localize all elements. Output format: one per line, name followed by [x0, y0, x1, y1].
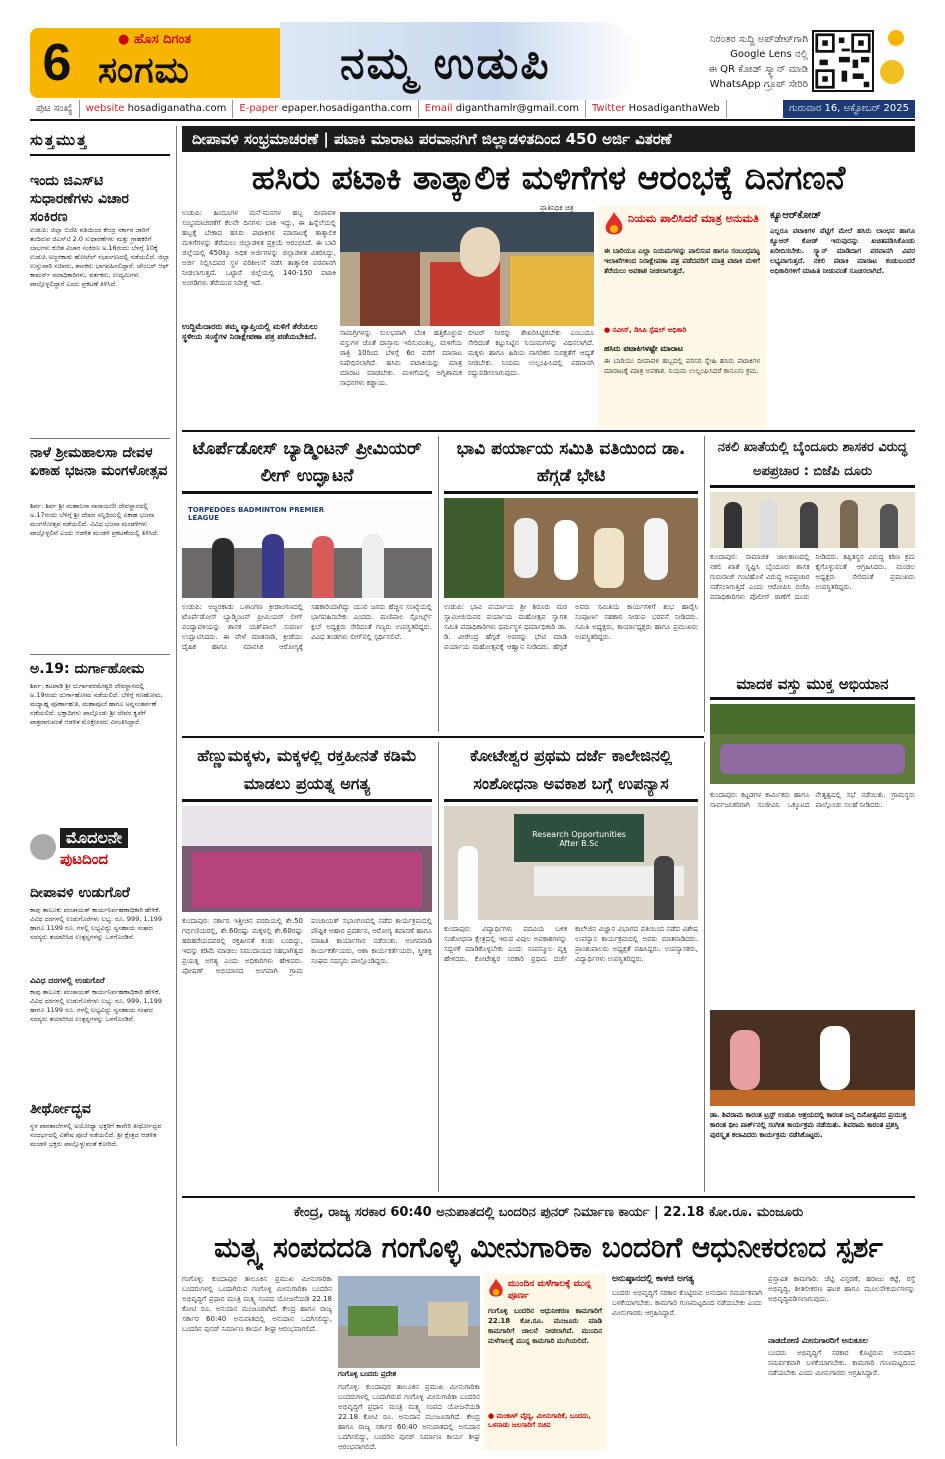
- column-divider: [176, 126, 177, 1446]
- karanth-caption: ಡಾ. ಶಿವರಾಮ ಕಾರಂತ ಟ್ರಸ್ಟ್ ಉಡುಪಿ ಆಶ್ರಯದಲ್ಲಿ ಕಾರಂತ ಜನ್ಮ ದಿನೋತ್ಸವದ ಪ್ರಯುಕ್ತ ಕಾರಂತ ಥೀಂ ಪಾರ್ಕ್‌ನಲ್ಲಿ ಸಂಗೀತ ಕಾರ್ಯಕ್ರಮ ನಡೆಯಿತು. ಶಿವರಾಮ ಕಾರಂತ ಪ್ರಶಸ್ತಿ ಪುರಸ್ಕೃತ ಕಲಾವಿದರು ಕಾರ್ಯಕ್ರಮ ನಡೆಸಿಕೊಟ್ಟರು.: [710, 1111, 907, 1139]
- twitter[interactable]: [586, 100, 727, 118]
- badminton-body: ಉಡುಪಿ: ಅಜ್ಜರಕಾಡು ಒಳಾಂಗಣ ಕ್ರೀಡಾಂಗಣದಲ್ಲಿ ಟೊರ್ಪೆಡೋಸ್ ಬ್ಯಾಡ್ಮಿಂಟನ್ ಪ್ರೀಮಿಯರ್ ಲೀಗ್ ಪಂದ್ಯಾವಳಿಯನ್ನು ಶಾಸಕ ಯಶ್‌ಪಾಲ್ ಸುವರ್ಣ ಉದ್ಘಾಟಿಸಿದರು. ಈ ವೇಳೆ ಮಾತನಾಡಿ, ಕ್ರೀಡೆಯು ದೈಹಿಕ ಹಾಗೂ ಮಾನಸಿಕ ಆರೋಗ್ಯಕ್ಕೆ ಸಹಕಾರಿಯಾಗಿದ್ದು ಯುವ ಜನರು ಹೆಚ್ಚಿನ ಸಂಖ್ಯೆಯಲ್ಲಿ ಭಾಗವಹಿಸಬೇಕು ಎಂದರು. ಮಣಿಪಾಲ ಸ್ಪೋರ್ಟ್ಸ್ ಕ್ಲಬ್ ಅಧ್ಯಕ್ಷರು ಸೇರಿದಂತೆ ಗಣ್ಯರು ಉಪಸ್ಥಿತರಿದ್ದರು. ವಿವಿಧ ತಂಡಗಳು ಲೀಗ್‌ನಲ್ಲಿ ಸ್ಪರ್ಧಿಸಲಿವೆ.: [182, 603, 432, 651]
- brief-5-body: ಸ್ಥಳ ಪಾಠಶಾಲೆಗಳಲ್ಲಿ ಅಯೋಧ್ಯಾ ಭಕ್ತರಿಗೆ ಕಾವೇರಿ ತೀರ್ಥೋದ್ಭವ ಸಂದರ್ಭದಲ್ಲಿ ವಿಶೇಷ ಪೂಜೆ ನಡೆಯಲಿದೆ. ಶ್ರೀ ಕ್ಷೇತ್ರದ ಆಡಳಿತ ಮಂಡಳಿ ಭಕ್ತರು ಪಾಲ್ಗೊಳ್ಳುವಂತೆ ಕೋರಿದೆ.: [30, 1122, 162, 1148]
- anemia-headline: ಹೆಣ್ಣುಮಕ್ಕಳು, ಮಕ್ಕಳಲ್ಲಿ ರಕ್ತಹೀನತೆ ಕಡಿಮೆ ಮಾಡಲು ಪ್ರಯತ್ನ ಅಗತ್ಯ: [182, 742, 432, 802]
- drug-campaign-photo: [710, 704, 915, 784]
- minister-box-title: ಮುಂದಿನ ಮಳೆಗಾಲಕ್ಕೆ ಮುನ್ನ ಪೂರ್ಣ: [508, 1279, 592, 1301]
- lead-col3: ಲೀಟರ್ ನೀರನ್ನು ಶೇಖರಿಸಿಟ್ಟಿರಬೇಕು ಎಂಬುದೂ ಸೇರಿದಂತೆ ಕಟ್ಟುನಿಟ್ಟಿನ ನಿಯಮಗಳನ್ನು ವಿಧಿಸಲಾಗಿದೆ. ಮಕ್ಕಳು ಹಾಗೂ ಹಿರಿಯ ನಾಗರಿಕರ ಸುರಕ್ಷತೆಗೆ ಆದ್ಯತೆ ನೀಡಬೇಕು. ನಿಯಮ ಉಲ್ಲಂಘಿಸಿದಲ್ಲಿ ಪರವಾನಗಿ ರದ್ದುಪಡಿಸಲಾಗುವುದು.: [468, 329, 594, 377]
- rule-sub-body: ಈ ಬಾರಿಯು ದೀಪಾವಳಿ ಹಬ್ಬದಲ್ಲಿ ಪರಿಸರ ಸ್ನೇಹಿ ಹಸಿರು ಪಟಾಕಿಗಳ ಮಾರಾಟಕ್ಕೆ ಮಾತ್ರ ಅವಕಾಶ. ನಿಯಮ ಉಲ್ಲಂಘಿಸಿದರೆ ಕಾನೂನು ಕ್ರಮ.: [604, 357, 760, 375]
- anemia-photo: [182, 806, 432, 912]
- divider: [182, 736, 704, 738]
- harbour-col3-body: ಬಂದರು ಅಭಿವೃದ್ಧಿಗೆ ಸರಕಾರ ಕೊಟ್ಟಿರುವ ಅನುದಾನ ಸಮರ್ಪಕವಾಗಿ ಬಳಕೆಯಾಗಬೇಕು. ಕಾಮಗಾರಿ ಗುಣಮಟ್ಟದಿಂದ ನಡೆಯಬೇಕು ಎಂದು ಮೀನುಗಾರರು ಆಗ್ರಹಿಸಿದ್ದಾರೆ.: [612, 1289, 762, 1317]
- brand-name: ಸಂಗಮ: [98, 50, 190, 91]
- minister-box-attribution: ● ಮಂಕಾಳ್ ವೈದ್ಯ, ಮೀನುಗಾರಿಕೆ, ಬಂದರು, ಒಳನಾಡು ಜಲಸಾರಿಗೆ ಸಚಿವ: [488, 1412, 591, 1429]
- rule-box: [598, 206, 766, 428]
- photo-credit: ಪ್ರಾತಿನಿಧಿಕ ಚಿತ್ರ: [540, 204, 574, 212]
- column-divider: [704, 742, 705, 1192]
- epaper-label: E-paper: [239, 103, 279, 114]
- website-url[interactable]: hosadiganatha.com: [127, 103, 227, 114]
- qr-line: Google Lens ನಲ್ಲಿ: [730, 49, 808, 60]
- issue-date: ಗುರುವಾರ 16, ಅಕ್ಟೋಬರ್ 2025: [783, 100, 915, 118]
- harbour-col4-subhead: ನಾಡದೋಣಿ ಮೀನುಗಾರರಿಗೆ ಅನುಕೂಲ: [768, 1336, 868, 1345]
- harbour-col4-body: ಪ್ರಸ್ತಾವಿತ ಕಾಮಗಾರಿ: ಜೆಟ್ಟಿ ವಿಸ್ತರಣೆ, ಹರಾಜು ಕಟ್ಟೆ, ರಸ್ತೆ ಅಭಿವೃದ್ಧಿ, ಶೀತಲೀಕರಣ ಘಟಕ ಹಾಗೂ ಮೂಲಸೌಕರ್ಯಗಳನ್ನು ಅಭಿವೃದ್ಧಿಪಡಿಸಲಾಗುವುದು.: [768, 1275, 915, 1303]
- lead-kicker: ದೀಪಾವಳಿ ಸಂಭ್ರಮಾಚರಣೆ | ಪಟಾಕಿ ಮಾರಾಟ ಪರವಾನಗಿಗೆ ಜಿಲ್ಲಾಡಳಿತದಿಂದ 450 ಅರ್ಜಿ ವಿತರಣೆ: [182, 126, 915, 152]
- brief-4-headline: ದೀಪಾವಳಿ ಉಡುಗೊರೆ: [30, 885, 130, 901]
- email-address[interactable]: diganthamlr@gmail.com: [455, 103, 579, 114]
- college-body: ಕುಂದಾಪುರ: ವಿದ್ಯಾರ್ಥಿಗಳು ಪದವಿಯ ಬಳಿಕ ಸಂಶೋಧನಾ ಕ್ಷೇತ್ರದಲ್ಲಿ ಇರುವ ವಿಪುಲ ಅವಕಾಶಗಳನ್ನು ಸದ್ಬಳಕೆ ಮಾಡಿಕೊಳ್ಳಬೇಕು ಎಂದು ಸಂಪನ್ಮೂಲ ವ್ಯಕ್ತಿ ಹೇಳಿದರು. ಕೋಟೇಶ್ವರ ಸರಕಾರಿ ಪ್ರಥಮ ದರ್ಜೆ ಕಾಲೇಜಿನ ವಿಜ್ಞಾನ ವಿಭಾಗದ ವತಿಯಿಂದ ನಡೆದ ವಿಶೇಷ ಉಪನ್ಯಾಸ ಕಾರ್ಯಕ್ರಮದಲ್ಲಿ ಅವರು ಮಾತನಾಡಿದರು. ಪ್ರಾಂಶುಪಾಲರು ಅಧ್ಯಕ್ಷತೆ ವಹಿಸಿದ್ದರು. ಉಪನ್ಯಾಸಕರು, ವಿದ್ಯಾರ್ಥಿಗಳು ಉಪಸ್ಥಿತರಿದ್ದರು.: [444, 925, 698, 963]
- badminton-headline: ಟೊರ್ಪೆಡೋಸ್ ಬ್ಯಾಡ್ಮಿಂಟನ್ ಪ್ರೀಮಿಯರ್ ಲೀಗ್ ಉದ್ಘಾಟನೆ: [182, 436, 432, 494]
- harbour-kicker: ಕೇಂದ್ರ, ರಾಜ್ಯ ಸರಕಾರ 60:40 ಅನುಪಾತದಲ್ಲಿ ಬಂದರಿನ ಪುನರ್ ನಿರ್ಮಾಣ ಕಾರ್ಯ | 22.18 ಕೋ.ರೂ. ಮಂಜೂರು: [293, 1205, 804, 1220]
- section-title: ನಮ್ಮ ಉಡುಪಿ: [340, 38, 551, 89]
- college-board-text: Research Opportunities After B.Sc: [532, 830, 626, 848]
- lead-col2: ಸಾಮಗ್ರಿಗಳನ್ನು ಸುಲಭವಾಗಿ ಬೆಂಕಿ ಹತ್ತಿಕೊಳ್ಳುವ ವಸ್ತುಗಳ ಜೊತೆ ದಾಸ್ತಾನು ಇರಿಸುವಂತಿಲ್ಲ. ಮಳಿಗೆಯ ರಾತ್ರಿ 10ರಿಂದ ಬೆಳಿಗ್ಗೆ 6ರ ವರೆಗೆ ಮಾರಾಟ ನಿಷೇಧಿಸಲಾಗಿದೆ. ಹಸಿರು ಪಟಾಕಿಯನ್ನು ಮಾತ್ರ ಮಾರಾಟ ಮಾಡಬೇಕು. ಮಳಿಗೆಯಲ್ಲಿ ಅಗ್ನಿಶಾಮಕ ಸಾಧನಗಳು ಕಡ್ಡಾಯ.: [340, 329, 462, 387]
- column-divider: [438, 436, 439, 732]
- flame-icon: [488, 1278, 504, 1300]
- lead-col1: ಉಡುಪಿ: ಹಿಂದೂಗಳ ಮನೆ-ಮನಗಳ ಹಬ್ಬ ದೀಪಾವಳಿ ಸಂಭ್ರಮಾಚರಣೆಗೆ ಕೆಲವೇ ದಿನಗಳು ಬಾಕಿ ಇದ್ದು, ಈ ಹಿನ್ನೆಲೆಯಲ್ಲಿ ಹಬ್ಬಕ್ಕೆ ಬೇಕಾದ ಹಸಿರು ಪಟಾಕಿಗಳ ಮಾರಾಟಕ್ಕೆ ತಾತ್ಕಾಲಿಕ ಮಳಿಗೆಗಳನ್ನು ತೆರೆಯಲು ಜಿಲ್ಲಾಡಳಿತ ಪ್ರಕ್ರಿಯೆ ಆರಂಭಿಸಿದೆ. ಈ ಬಾರಿ ಜಿಲ್ಲೆಯಲ್ಲಿ 450ಕ್ಕೂ ಅಧಿಕ ಅರ್ಜಿಗಳನ್ನು ಜಿಲ್ಲಾಡಳಿತ ವಿತರಿಸಿದ್ದು, ಅರ್ಜಿ ಸಲ್ಲಿಸಿದವರ ಸ್ಥಳ ಪರಿಶೀಲನೆ ನಡೆಸಿ ತಾತ್ಕಾಲಿಕ ಪರವಾನಗಿ ನೀಡಲಾಗುತ್ತದೆ. ಒಟ್ಟಾರೆ ಜಿಲ್ಲೆಯಲ್ಲಿ 140-150 ಪಟಾಕಿ ಅಂಗಡಿಗಳು ತೆರೆಯುವ ನಿರೀಕ್ಷೆ ಇದೆ.: [182, 209, 336, 287]
- divider: [30, 119, 915, 121]
- fake-account-photo: [710, 492, 915, 548]
- harbour-headline: ಮತ್ಸ್ಯ ಸಂಪದದಡಿ ಗಂಗೊಳ್ಳಿ ಮೀನುಗಾರಿಕಾ ಬಂದರಿಗೆ ಆಧುನೀಕರಣದ ಸ್ಪರ್ಶ: [214, 1231, 883, 1264]
- hegde-headline: ಭಾವಿ ಪರ್ಯಾಯ ಸಮಿತಿ ವತಿಯಿಂದ ಡಾ. ಹೆಗ್ಗಡೆ ಭೇಟಿ: [444, 436, 698, 494]
- page-number: 6: [30, 28, 84, 98]
- qr-side-headline: ಕ್ಯೂಆರ್‌ಕೋಡ್: [770, 210, 822, 221]
- pen-icon: [30, 834, 56, 860]
- brief-4-subhead: ವಿವಿಧ ದರಗಳಲ್ಲಿ ಉಡುಗೊರೆ: [30, 976, 105, 985]
- twitter-label: Twitter: [591, 103, 626, 114]
- harbour-col3-headline: ಅನುಷ್ಠಾನದಲ್ಲಿ ಕಾಳಜಿ ಅಗತ್ಯ: [612, 1274, 694, 1284]
- badminton-photo: [182, 498, 432, 598]
- qr-line: ಈ QR ಕೋಡ್ ಸ್ಕ್ಯಾನ್ ಮಾಡಿ: [708, 64, 808, 75]
- brief-1-body: ಉಡುಪಿ: ಜಿಲ್ಲಾ ಬಿಜೆಪಿ ವತಿಯಿಂದ ಕೇಂದ್ರ ಸರ್ಕಾರ ಜಾರಿಗೆ ತಂದಿರುವ ಜಿಎಸ್‌ಟಿ 2.0 ಸುಧಾರಣೆಗಳು ಮತ್ತು ಗ್ರಾಹಕರಿಗೆ ಲಾಭಗಳು ಕುರಿತ ವಿಚಾರ ಸಂಕಿರಣ ಅ.16ರಂದು ಬೆಳಗ್ಗೆ 10ಕ್ಕೆ ಉಡುಪಿ ಅಜ್ಜರಕಾಡು ಹೋಟೆಲ್ ಸಭಾಂಗಣದಲ್ಲಿ ನಡೆಯಲಿದೆ. ಜಿಲ್ಲಾ ಉಸ್ತುವಾರಿ ಸಚಿವರು, ಶಾಸಕರು ಭಾಗವಹಿಸಲಿದ್ದಾರೆ. ಚೇಂಬರ್ ಆಫ್ ಕಾಮರ್ಸ್ ಪದಾಧಿಕಾರಿಗಳು, ವರ್ತಕರು, ಉದ್ಯಮಿಗಳು ಪಾಲ್ಗೊಳ್ಳಲಿದ್ದಾರೆ ಎಂದು ಪ್ರಕಟಣೆ ತಿಳಿಸಿದೆ.: [30, 226, 170, 288]
- college-headline: ಕೋಟೇಶ್ವರ ಪ್ರಥಮ ದರ್ಜೆ ಕಾಲೇಜಿನಲ್ಲಿ ಸಂಶೋಧನಾ ಅವಕಾಶ ಬಗ್ಗೆ ಉಪನ್ಯಾಸ: [444, 742, 698, 802]
- website[interactable]: [80, 100, 234, 118]
- epaper-url[interactable]: epaper.hosadigantha.com: [281, 103, 412, 114]
- brief-2-headline: ನಾಳೆ ಶ್ರೀಮಹಾಲಸಾ ದೇವಳ ಏಕಾಹ ಭಜನಾ ಮಂಗಳೋತ್ಸವ: [30, 445, 168, 479]
- minister-box-body: ಗಂಗೊಳ್ಳಿ ಬಂದರಿನ ಆಧುನೀಕರಣ ಕಾಮಗಾರಿಗೆ 22.18 ಕೋ.ರೂ. ಮಂಜೂರು ಮಾಡಿ ಕಾಮಗಾರಿಗೆ ಚಾಲನೆ ನೀಡಲಾಗಿದೆ. ಮುಂದಿನ ಮಳೆಗಾಲಕ್ಕೆ ಮುನ್ನ ಕಾಮಗಾರಿ ಮುಗಿಯಲಿದೆ.: [488, 1307, 602, 1345]
- column-divider: [438, 742, 439, 1192]
- lead-headline: ಹಸಿರು ಪಟಾಕಿ ತಾತ್ಕಾಲಿಕ ಮಳಿಗೆಗಳ ಆರಂಭಕ್ಕೆ ದಿನಗಣನೆ: [251, 158, 846, 197]
- fake-account-body: ಕುಂದಾಪುರ: ಸಾಮಾಜಿಕ ಜಾಲತಾಣದಲ್ಲಿ ನಕಲಿ ಖಾತೆ ಸೃಷ್ಟಿಸಿ ಬೈಂದೂರು ಶಾಸಕ ಗುರುರಾಜ್ ಗಂಟಿಹೊಳೆ ವಿರುದ್ಧ ಅಪಪ್ರಚಾರ ನಡೆಸಲಾಗುತ್ತಿದೆ ಎಂದು ಆರೋಪಿಸಿ ಬಿಜೆಪಿ ಪದಾಧಿಕಾರಿಗಳು ಪೊಲೀಸ್ ಠಾಣೆಗೆ ದೂರು ನೀಡಿದರು. ತಪ್ಪಿತಸ್ಥರ ವಿರುದ್ಧ ಕಠಿಣ ಕ್ರಮ ಕೈಗೊಳ್ಳುವಂತೆ ಆಗ್ರಹಿಸಿದರು. ಮಂಡಲ ಅಧ್ಯಕ್ಷರು ಸೇರಿದಂತೆ ಪ್ರಮುಖರು ಉಪಸ್ಥಿತರಿದ್ದರು.: [710, 553, 915, 601]
- rule-title: ನಿಯಮ ಪಾಲಿಸಿದರೆ ಮಾತ್ರ ಅನುಮತಿ: [628, 212, 759, 225]
- qr-code-icon[interactable]: [812, 30, 874, 92]
- qr-side-body: ಎಲ್ಲರೂ ಪಟಾಕಿಗಳ ಪೆಟ್ಟಿಗೆ ಮೇಲೆ ಹಸಿರು ಲಾಂಛನ ಹಾಗೂ ಕ್ಯೂಆರ್ ಕೋಡ್ ಇರುವುದನ್ನು ಖಚಿತಪಡಿಸಿಕೊಂಡು ಖರೀದಿಸಬೇಕು. ಸ್ಕ್ಯಾನ್ ಮಾಡಿದಾಗ ಪರವಾನಗಿ ವಿವರ ಲಭ್ಯವಾಗುತ್ತದೆ. ನಕಲಿ ಪಟಾಕಿ ಮಾರಾಟ ಕಂಡುಬಂದರೆ ಅಧಿಕಾರಿಗಳಿಗೆ ಮಾಹಿತಿ ನೀಡುವಂತೆ ಸೂಚಿಸಲಾಗಿದೆ.: [770, 227, 915, 275]
- divider: [30, 654, 170, 655]
- harbour-photo-caption: ಗಂಗೊಳ್ಳಿ ಬಂದರು ಪ್ರದೇಶ: [338, 1370, 397, 1378]
- rule-attribution: ● ನವೀನ್, ಡಿಸಿಪಿ ಸ್ಪೆಷಲ್ ಅಧಿಕಾರಿ: [604, 326, 687, 334]
- fake-account-headline: ನಕಲಿ ಖಾತೆಯಲ್ಲಿ ಬೈಂದೂರು ಶಾಸಕರ ವಿರುದ್ಧ ಅಪಪ್ರಚಾರ : ಬಿಜೆಪಿ ದೂರು: [710, 436, 915, 488]
- harbour-body: ಗಂಗೊಳ್ಳಿ: ಕುಂದಾಪುರ ತಾಲೂಕಿನ ಪ್ರಮುಖ ಮೀನುಗಾರಿಕಾ ಬಂದರುಗಳಲ್ಲಿ ಒಂದಾಗಿರುವ ಗಂಗೊಳ್ಳಿ ಮೀನುಗಾರಿಕಾ ಬಂದರಿನ ಅಭಿವೃದ್ಧಿಗೆ ಪ್ರಧಾನ ಮಂತ್ರಿ ಮತ್ಸ್ಯ ಸಂಪದ ಯೋಜನೆಯಡಿ 22.18 ಕೋಟಿ ರೂ. ಅನುದಾನ ಮಂಜೂರಾಗಿದೆ. ಕೇಂದ್ರ ಹಾಗೂ ರಾಜ್ಯ ಸರ್ಕಾರ 60:40 ಅನುಪಾತದಲ್ಲಿ ಅನುದಾನ ಒದಗಿಸಲಿದ್ದು, ಬಂದರಿನ ಪುನರ್ ನಿರ್ಮಾಣ ಕಾರ್ಯ ಶೀಘ್ರ ಆರಂಭವಾಗಲಿದೆ.: [182, 1275, 332, 1333]
- twitter-handle[interactable]: HosadiganthaWeb: [628, 103, 720, 114]
- email[interactable]: [419, 100, 586, 118]
- first-page-banner: [30, 828, 170, 878]
- badminton-banner-text: TORPEDOES BADMINTON PREMIER LEAGUE: [188, 506, 325, 522]
- left-column-header: [30, 126, 170, 156]
- qr-line: ನಿರಂತರ ಸುದ್ದಿ ಅಪ್‌ಡೇಟ್‌ಗಾಗಿ: [709, 34, 808, 45]
- website-label: website: [85, 103, 125, 114]
- left-column-title: ಸುತ್ತಮುತ್ತ: [30, 131, 89, 149]
- harbour-body-cont: ಗಂಗೊಳ್ಳಿ: ಕುಂದಾಪುರ ತಾಲೂಕಿನ ಪ್ರಮುಖ ಮೀನುಗಾರಿಕಾ ಬಂದರುಗಳಲ್ಲಿ ಒಂದಾಗಿರುವ ಗಂಗೊಳ್ಳಿ ಮೀನುಗಾರಿಕಾ ಬಂದರಿನ ಅಭಿವೃದ್ಧಿಗೆ ಪ್ರಧಾನ ಮಂತ್ರಿ ಮತ್ಸ್ಯ ಸಂಪದ ಯೋಜನೆಯಡಿ 22.18 ಕೋಟಿ ರೂ. ಅನುದಾನ ಮಂಜೂರಾಗಿದೆ. ಕೇಂದ್ರ ಹಾಗೂ ರಾಜ್ಯ ಸರ್ಕಾರ 60:40 ಅನುಪಾತದಲ್ಲಿ ಅನುದಾನ ಒದಗಿಸಲಿದ್ದು, ಬಂದರಿನ ಪುನರ್ ನಿರ್ಮಾಣ ಕಾರ್ಯ ಶೀಘ್ರ ಆರಂಭವಾಗಲಿದೆ.: [338, 1383, 480, 1450]
- first-page-label-a: ಮೊದಲನೇ: [60, 828, 128, 848]
- divider: [182, 430, 915, 432]
- qr-instructions: [668, 32, 808, 92]
- lead-photo: [340, 212, 594, 326]
- brief-2-body: ಶಿರ್ವ: ಶಿರ್ವ ಶ್ರೀ ಮಹಾಲಸಾ ನಾರಾಯಣೀ ದೇವಸ್ಥಾನದಲ್ಲಿ ಅ.17ರಂದು ಬೆಳಿಗ್ಗೆ ಶ್ರೀ ದೇವರ ಸನ್ನಿಧಿಯಲ್ಲಿ ಏಕಾಹ ಭಜನಾ ಮಂಗಳೋತ್ಸವ ನಡೆಯಲಿದೆ. ವಿವಿಧ ಭಜನಾ ಮಂಡಳಿಗಳು ಪಾಲ್ಗೊಳ್ಳಲಿವೆ ಎಂದು ಆಡಳಿತ ಮಂಡಳಿ ಪ್ರಕಟಣೆಯಲ್ಲಿ ತಿಳಿಸಿದೆ.: [30, 502, 159, 537]
- brief-3-body: ಶಿರ್ವ: ಕಟಪಾಡಿ ಶ್ರೀ ದುರ್ಗಾಪರಮೇಶ್ವರಿ ದೇವಸ್ಥಾನದಲ್ಲಿ ಅ.19ರಂದು ದುರ್ಗಾಹೋಮ ನಡೆಯಲಿದೆ. ಬೆಳಿಗ್ಗೆ ಗಣಹೋಮ, ಮಧ್ಯಾಹ್ನ ಪೂರ್ಣಾಹುತಿ, ಮಹಾಪೂಜೆ ಹಾಗೂ ಅನ್ನಸಂತರ್ಪಣೆ ನಡೆಯಲಿದೆ. ಭಕ್ತಾದಿಗಳು ಪಾಲ್ಗೊಂಡು ಶ್ರೀ ದೇವರ ಕೃಪೆಗೆ ಪಾತ್ರರಾಗುವಂತೆ ಆಡಳಿತ ಮೊಕ್ತೇಸರರು ವಿನಂತಿಸಿದ್ದಾರೆ.: [30, 682, 163, 726]
- decor-dot: [880, 60, 904, 84]
- info-bar: [30, 100, 915, 118]
- anemia-body: ಕುಂದಾಪುರ: ಸರ್ಕಾರ ಇತ್ತೀಚಿನ ವರದಿಯಲ್ಲಿ ಶೇ.50 ಗರ್ಭಿಣಿಯರಲ್ಲಿ, ಶೇ.60ರಷ್ಟು ಮಕ್ಕಳಲ್ಲಿ ಶೇ.60ರಷ್ಟು ಹದಿಹರೆಯದವರಲ್ಲಿ ರಕ್ತಹೀನತೆ ಕಂಡು ಬಂದಿದ್ದು, ಇದನ್ನು ಕಡಿಮೆ ಮಾಡಲು ಸಮುದಾಯದ ಸಹಭಾಗಿತ್ವದ ಪ್ರಯತ್ನ ಅಗತ್ಯ ಎಂದು ಅಧಿಕಾರಿಗಳು ಹೇಳಿದರು. ಪೋಷಣ್ ಅಭಿಯಾನದ ಅಂಗವಾಗಿ ಗ್ರಾಮ ಪಂಚಾಯತ್ ಸಭಾಂಗಣದಲ್ಲಿ ನಡೆದ ಕಾರ್ಯಕ್ರಮದಲ್ಲಿ ಪೌಷ್ಟಿಕ ಆಹಾರ ಪ್ರದರ್ಶನ, ಆರೋಗ್ಯ ತಪಾಸಣೆ ಹಾಗೂ ಮಾಹಿತಿ ಕಾರ್ಯಾಗಾರ ನಡೆಯಿತು. ಅಂಗನವಾಡಿ ಕಾರ್ಯಕರ್ತೆಯರು, ಆಶಾ ಕಾರ್ಯಕರ್ತೆಯರು, ಸ್ತ್ರೀಶಕ್ತಿ ಸಂಘದ ಸದಸ್ಯರು ಪಾಲ್ಗೊಂಡಿದ್ದರು.: [182, 917, 432, 975]
- harbour-photo: [338, 1276, 480, 1368]
- flame-icon: [604, 212, 624, 238]
- hegde-photo: [444, 498, 698, 598]
- karanth-body: ಕುಂದಾಪುರ: ಕಟ್ಟಡಗಳ ಕಾರ್ಮಿಕರು ಹಾಗೂ ಸಾರ್ವಜನಿಕರಿಗಾಗಿ ಸಂಜೀವಿನಿ ಒಕ್ಕೂಟದ ನೇತೃತ್ವದಲ್ಲಿ ಸಭೆ ನಡೆಯಿತು. ಗ್ರಾಮಸ್ಥರು ಪಾಲ್ಗೊಂಡು ಸಲಹೆ ನೀಡಿದರು.: [710, 791, 915, 809]
- brand-logo-text: ● ಹೊಸ ದಿಗಂತ: [118, 32, 192, 47]
- brief-4-body-cont: ಕಾಪು ತಾಲೂಕು ಪಂಚಾಯತ್ ಕಾರ್ಯನಿರ್ವಹಣಾಧಿಕಾರಿ ಹೇಳಿಕೆ. ವಿವಿಧ ದರಗಳಲ್ಲಿ ಉಡುಗೊರೆಗಳು ಲಭ್ಯ: ರೂ. 999, 1,199 ಹಾಗೂ 1199 ರೂ. ಗಳಲ್ಲಿ ಲಭ್ಯವಿದ್ದು ಸ್ವಸಹಾಯ ಸಂಘದ ಸದಸ್ಯರು ತಯಾರಿಸಿದ ಉತ್ಪನ್ನಗಳನ್ನು ಒಳಗೊಂಡಿವೆ.: [30, 988, 163, 1023]
- brief-1-headline: ಇಂದು ಜಿಎಸ್‌ಟಿ ಸುಧಾರಣೆಗಳು ವಿಚಾರ ಸಂಕಿರಣ: [30, 173, 129, 225]
- drug-campaign-headline: ಮಾದಕ ವಸ್ತು ಮುಕ್ತ ಅಭಿಯಾನ: [710, 670, 915, 700]
- karanth-photo: [710, 1010, 915, 1106]
- brief-5-headline: ತೀರ್ಥೋದ್ಭವ: [30, 1101, 91, 1117]
- epaper[interactable]: [233, 100, 418, 118]
- qr-line: WhatsApp ಗ್ರೂಪ್ ಸೇರಿರಿ: [709, 79, 808, 90]
- hegde-body: ಉಡುಪಿ: ಭಾವಿ ಪರ್ಯಾಯ ಶ್ರೀ ಶಿರೂರು ಮಠ ಸ್ವಾಮೀಜಿಯವರ ಪರ್ಯಾಯ ಮಹೋತ್ಸವ ಸ್ವಾಗತ ಸಮಿತಿ ಪದಾಧಿಕಾರಿಗಳು ಧರ್ಮಸ್ಥಳ ಧರ್ಮಾಧಿಕಾರಿ ಡಾ. ಡಿ. ವೀರೇಂದ್ರ ಹೆಗ್ಗಡೆ ಅವರನ್ನು ಭೇಟಿ ಮಾಡಿ ಪರ್ಯಾಯ ಮಹೋತ್ಸವಕ್ಕೆ ಆಹ್ವಾನ ನೀಡಿದರು. ಹೆಗ್ಗಡೆ ಅವರು ಸಮಿತಿಯ ಕಾರ್ಯಗಳಿಗೆ ಶುಭ ಹಾರೈಸಿ ಸಂಪೂರ್ಣ ಸಹಕಾರ ನೀಡುವ ಭರವಸೆ ನೀಡಿದರು. ಸಮಿತಿ ಅಧ್ಯಕ್ಷರು, ಕಾರ್ಯಾಧ್ಯಕ್ಷರು ಹಾಗೂ ಪ್ರಮುಖರು ಉಪಸ್ಥಿತರಿದ್ದರು.: [444, 603, 698, 651]
- lead-col1-subhead: ಉದ್ದಿಮೆದಾರರು ತಮ್ಮ ವ್ಯಾಪ್ತಿಯಲ್ಲಿ ಮಳಿಗೆ ತೆರೆಯಲು ಸ್ಥಳೀಯ ಸಂಸ್ಥೆಗಳ ನಿರಾಕ್ಷೇಪಣಾ ಪತ್ರ ಪಡೆಯಬೇಕಿದೆ.: [182, 322, 336, 342]
- first-page-label-b: ಪುಟದಿಂದ: [60, 850, 109, 868]
- college-photo: [444, 806, 698, 920]
- brief-3-headline: ಅ.19: ದುರ್ಗಾಹೋಮ: [30, 661, 145, 677]
- rule-subhead: ಹಸಿರು ಪಟಾಕಿಗಳಷ್ಟೇ ಮಾರಾಟ: [604, 344, 684, 353]
- page-count-label: ಪುಟ ಸಂಖ್ಯೆ: [30, 100, 80, 118]
- minister-box: [484, 1274, 606, 1450]
- divider: [30, 438, 170, 439]
- column-divider: [704, 436, 705, 732]
- divider: [182, 1196, 915, 1198]
- decor-dot: [888, 30, 904, 46]
- harbour-col4-body-cont: ಬಂದರು ಅಭಿವೃದ್ಧಿಗೆ ಸರಕಾರ ಕೊಟ್ಟಿರುವ ಅನುದಾನ ಸಮರ್ಪಕವಾಗಿ ಬಳಕೆಯಾಗಬೇಕು. ಕಾಮಗಾರಿ ಗುಣಮಟ್ಟದಿಂದ ನಡೆಯಬೇಕು ಎಂದು ಮೀನುಗಾರರು ಆಗ್ರಹಿಸಿದ್ದಾರೆ.: [768, 1349, 915, 1377]
- rule-body: ಈ ಬಾರಿಯೂ ಎಲ್ಲಾ ನಿಯಮಗಳನ್ನು ಪಾಲಿಸುವ ಹಾಗೂ ಸಂಬಂಧಪಟ್ಟ ಇಲಾಖೆಗಳಿಂದ ನಿರಾಕ್ಷೇಪಣಾ ಪತ್ರ ಪಡೆದವರಿಗೆ ಮಾತ್ರ ಪಟಾಕಿ ಮಳಿಗೆ ತೆರೆಯಲು ಅವಕಾಶ ನೀಡಲಾಗುತ್ತದೆ.: [604, 247, 760, 275]
- email-label: Email: [424, 103, 453, 114]
- brief-4-body: ಕಾಪು ತಾಲೂಕು ಪಂಚಾಯತ್ ಕಾರ್ಯನಿರ್ವಹಣಾಧಿಕಾರಿ ಹೇಳಿಕೆ. ವಿವಿಧ ದರಗಳಲ್ಲಿ ಉಡುಗೊರೆಗಳು ಲಭ್ಯ: ರೂ. 999, 1,199 ಹಾಗೂ 1199 ರೂ. ಗಳಲ್ಲಿ ಲಭ್ಯವಿದ್ದು ಸ್ವಸಹಾಯ ಸಂಘದ ಸದಸ್ಯರು ತಯಾರಿಸಿದ ಉತ್ಪನ್ನಗಳನ್ನು ಒಳಗೊಂಡಿವೆ.: [30, 906, 163, 941]
